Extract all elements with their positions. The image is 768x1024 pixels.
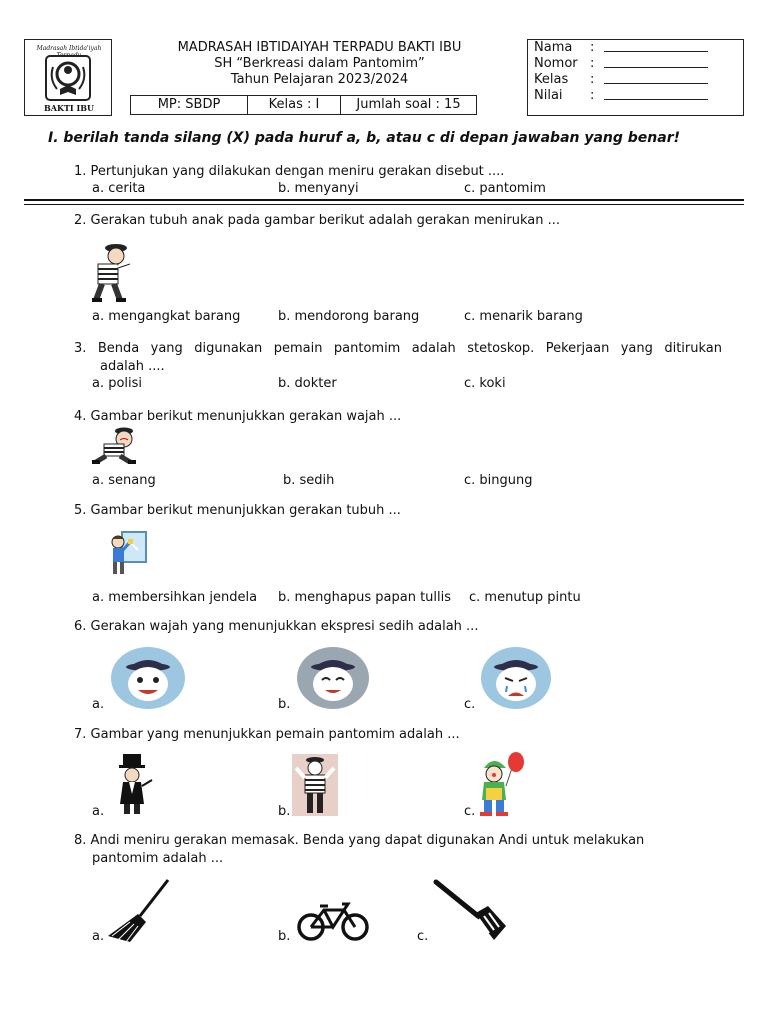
q2-option-c[interactable]: c. menarik barang [464,309,583,324]
mime-pushing-icon [90,242,134,304]
mime-performer-icon [292,754,338,816]
logo-motto: Madrasah Ibtida'iyah [36,45,102,52]
question-count-cell: Jumlah soal : 15 [341,95,477,115]
divider-thick [24,199,744,201]
spatula-icon [432,878,508,944]
q5-option-a[interactable]: a. membersihkan jendela [92,590,258,605]
mime-face-sad-icon [480,646,552,710]
school-year: Tahun Pelajaran 2023/2024 [230,72,409,87]
q5-option-c[interactable]: c. menutup pintu [469,590,581,605]
question-1: 1. Pertunjukan yang dilakukan dengan meniru gerakan disebut .... [74,164,505,179]
q7-option-a[interactable]: a. [92,804,105,819]
q3-option-b[interactable]: b. dokter [278,376,337,391]
broom-icon [104,878,170,944]
q3-option-c[interactable]: c. koki [464,376,506,391]
q1-option-c[interactable]: c. pantomim [464,181,546,196]
divider-thin [24,204,744,205]
school-emblem-icon [45,55,91,101]
score-blank[interactable] [604,88,708,100]
section-instruction: I. berilah tanda silang (X) pada huruf a, b, atau c di depan jawaban yang benar! [48,130,681,146]
q6-option-b[interactable]: b. [278,697,291,712]
q1-option-b[interactable]: b. menyanyi [278,181,359,196]
identity-row-class: Kelas : [534,72,743,88]
q4-option-b[interactable]: b. sedih [283,473,335,488]
question-8: 8. Andi meniru gerakan memasak. Benda yang dapat digunakan Andi untuk melakukan [74,833,645,848]
identity-row-score: Nilai : [534,88,743,104]
child-cleaning-window-icon [108,530,148,578]
school-logo [24,39,112,116]
question-5: 5. Gambar berikut menunjukkan gerakan tubuh ... [74,503,401,518]
q6-option-a[interactable]: a. [92,697,105,712]
q3-option-a[interactable]: a. polisi [92,376,143,391]
question-4: 4. Gambar berikut menunjukkan gerakan wajah ... [74,409,402,424]
mime-crawling-icon [92,426,142,466]
question-2: 2. Gerakan tubuh anak pada gambar berikut adalah gerakan menirukan ... [74,213,561,228]
q2-option-b[interactable]: b. mendorong barang [278,309,420,324]
question-8-cont: pantomim adalah ... [92,851,224,866]
exam-meta [130,95,477,115]
q4-option-c[interactable]: c. bingung [464,473,533,488]
identity-row-number: Nomor : [534,56,743,72]
q6-option-c[interactable]: c. [464,697,476,712]
title-block [112,39,527,116]
question-7: 7. Gambar yang menunjukkan pemain pantomim adalah ... [74,727,460,742]
clown-icon [478,752,526,818]
q8-option-a[interactable]: a. [92,929,105,944]
q8-option-b[interactable]: b. [278,929,291,944]
class-cell: Kelas : I [248,95,341,115]
q5-option-b[interactable]: b. menghapus papan tullis [278,590,452,605]
q7-option-c[interactable]: c. [464,804,476,819]
magician-icon [110,754,154,816]
student-identity [527,39,744,116]
school-name: MADRASAH IBTIDAIYAH TERPADU BAKTI IBU [177,40,462,55]
q7-option-b[interactable]: b. [278,804,291,819]
q2-option-a[interactable]: a. mengangkat barang [92,309,241,324]
question-6: 6. Gerakan wajah yang menunjukkan ekspresi sedih adalah ... [74,619,479,634]
class-blank[interactable] [604,72,708,84]
q4-option-a[interactable]: a. senang [92,473,156,488]
q8-option-c[interactable]: c. [417,929,429,944]
exam-title: SH “Berkreasi dalam Pantomim” [214,56,425,71]
identity-row-name: Nama : [534,40,743,56]
logo-name: BAKTI IBU [44,103,94,113]
q1-option-a[interactable]: a. cerita [92,181,146,196]
bicycle-icon [296,900,370,942]
question-3-cont: adalah .... [100,359,165,374]
question-3: 3. Benda yang digunakan pemain pantomim adalah stetoskop. Pekerjaan yang ditirukan [74,341,722,356]
name-blank[interactable] [604,40,708,52]
subject-cell: MP: SBDP [130,95,248,115]
number-blank[interactable] [604,56,708,68]
exam-header [24,39,744,116]
mime-face-happy-icon [110,646,186,710]
mime-face-smile-icon [296,646,370,710]
